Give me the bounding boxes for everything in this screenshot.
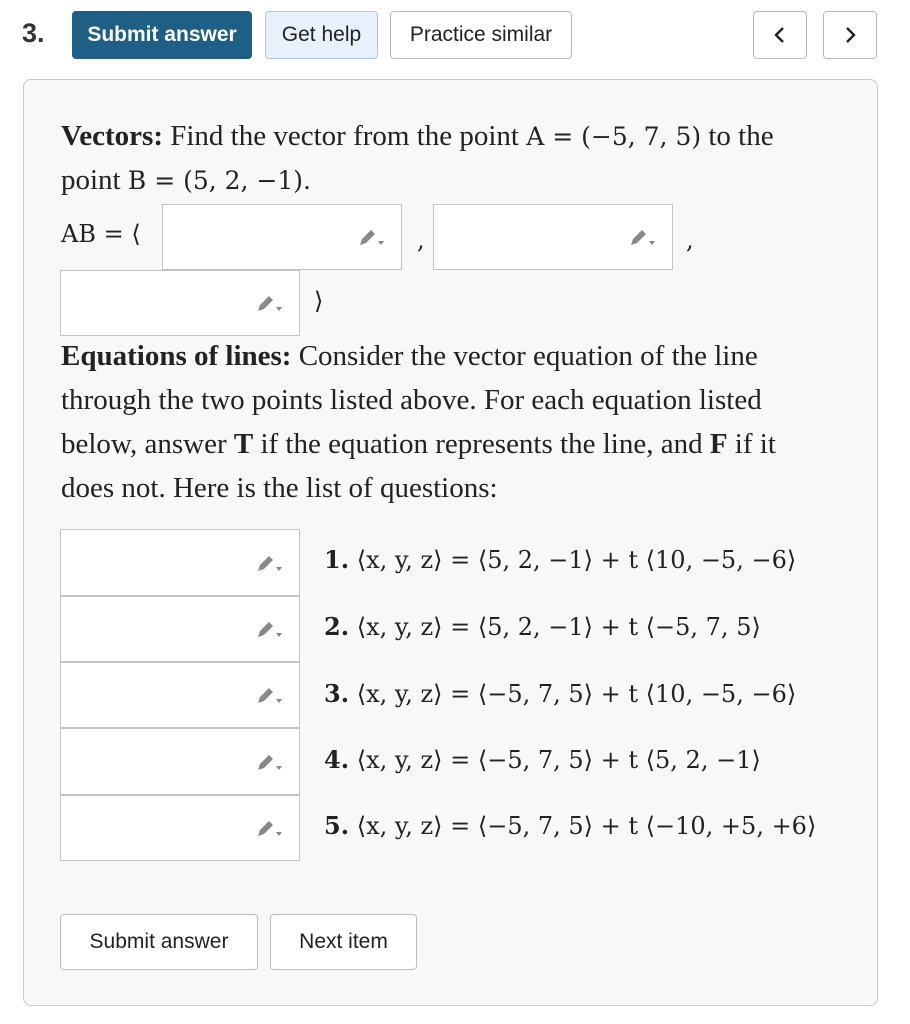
equation-3: 3. ⟨x, y, z⟩ = ⟨−5, 7, 5⟩ + t ⟨10, −5, −6⟩ <box>324 679 797 708</box>
vectors-line-1: Vectors: Find the vector from the point A = (−5, 7, 5) to the <box>61 120 774 152</box>
previous-item-button[interactable] <box>753 11 807 59</box>
ab-label: AB = ⟨ <box>61 220 141 248</box>
next-item-button[interactable]: Next item <box>270 914 417 970</box>
point-b: B = (5, 2, −1). <box>127 166 311 195</box>
chevron-left-icon <box>773 26 787 44</box>
comma-1: , <box>417 226 425 254</box>
close-angle: ⟩ <box>314 287 324 315</box>
ab-x-input[interactable] <box>162 204 402 270</box>
pencil-icon <box>628 226 658 248</box>
get-help-button[interactable]: Get help <box>265 11 378 59</box>
question-number: 3. <box>22 18 45 48</box>
chevron-right-icon <box>843 26 857 44</box>
equation-2: 2. ⟨x, y, z⟩ = ⟨5, 2, −1⟩ + t ⟨−5, 7, 5⟩ <box>324 612 761 641</box>
equations-line-3: below, answer T if the equation represents the line, and F if it <box>61 428 776 460</box>
equation-1: 1. ⟨x, y, z⟩ = ⟨5, 2, −1⟩ + t ⟨10, −5, −6⟩ <box>324 545 797 574</box>
next-item-nav-button[interactable] <box>823 11 877 59</box>
equations-line-1: Equations of lines: Consider the vector equation of the line <box>61 340 758 372</box>
ab-z-input[interactable] <box>60 270 300 336</box>
pencil-icon <box>255 618 285 640</box>
pencil-icon <box>255 684 285 706</box>
point-a: A = (−5, 7, 5) <box>526 122 702 151</box>
ab-y-input[interactable] <box>433 204 673 270</box>
vectors-line-2: point B = (5, 2, −1). <box>61 164 311 196</box>
answer-input-4[interactable] <box>60 728 300 795</box>
answer-input-5[interactable] <box>60 795 300 861</box>
pencil-icon <box>357 226 387 248</box>
equations-line-4: does not. Here is the list of questions: <box>61 472 498 504</box>
vectors-heading: Vectors: <box>61 120 163 152</box>
pencil-icon <box>255 552 285 574</box>
equations-line-2: through the two points listed above. For each equation listed <box>61 384 762 416</box>
practice-similar-button[interactable]: Practice similar <box>390 11 572 59</box>
equation-4: 4. ⟨x, y, z⟩ = ⟨−5, 7, 5⟩ + t ⟨5, 2, −1⟩ <box>324 745 761 774</box>
comma-2: , <box>686 226 694 254</box>
submit-answer-button[interactable]: Submit answer <box>72 11 252 59</box>
pencil-icon <box>255 751 285 773</box>
equation-5: 5. ⟨x, y, z⟩ = ⟨−5, 7, 5⟩ + t ⟨−10, +5, +6⟩ <box>324 811 817 840</box>
answer-input-1[interactable] <box>60 529 300 596</box>
answer-input-2[interactable] <box>60 596 300 662</box>
answer-input-3[interactable] <box>60 662 300 728</box>
submit-answer-bottom-button[interactable]: Submit answer <box>60 914 258 970</box>
equations-heading: Equations of lines: <box>61 340 292 372</box>
pencil-icon <box>255 817 285 839</box>
pencil-icon <box>255 292 285 314</box>
